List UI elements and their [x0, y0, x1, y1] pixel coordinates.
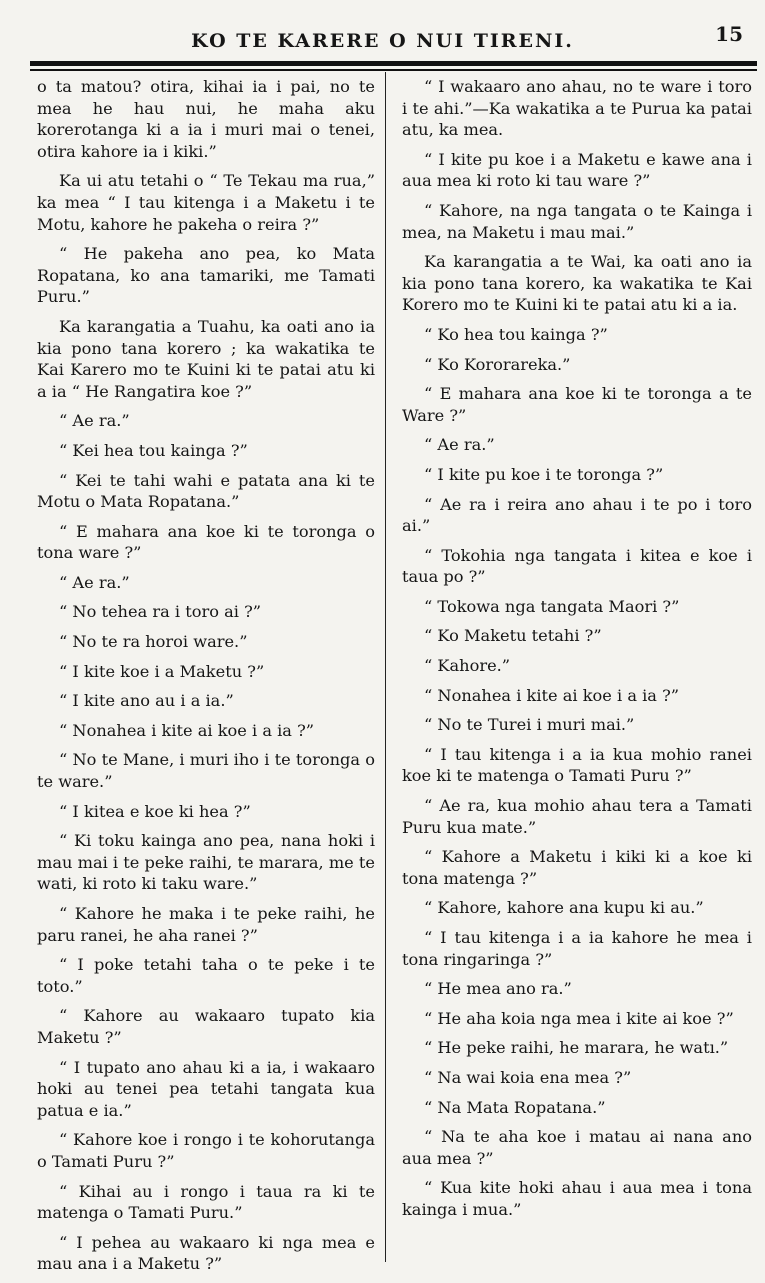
paragraph: “ He mea ano ra.” [424, 979, 572, 999]
paragraph: “ Kihai au i rongo i taua ra ki te matenga o Tamati Puru.” [37, 1181, 375, 1223]
paragraph: “ Kahore a Maketu i kiki ki a koe ki tona matenga ?” [402, 847, 752, 888]
page-header [0, 22, 765, 58]
paragraph: “ Kei hea tou kainga ?” [59, 440, 248, 460]
paragraph: “ I kite ano au i a ia.” [59, 691, 234, 711]
paragraph: Ka ui atu tetahi o “ Te Tekau ma rua,” ka mea “ I tau kitenga i a Maketu i te Motu, kahore he pakeha o reira ?” [37, 171, 375, 234]
paragraph: Ka karangatia a Tuahu, ka oati ano ia kia pono tana korero ; ka wakatika te Kai Karero mo te Kuini ki te patai atu ki a ia “ He Rangatira koe ?” [37, 316, 375, 401]
paragraph: “ I tau kitenga i a ia kua mohio ranei koe ki te matenga o Tamati Puru ?” [402, 744, 752, 786]
paragraph: “ Ae ra.” [59, 411, 130, 431]
paragraph: “ I tupato ano ahau ki a ia, i wakaaro hoki au tenei pea tetahi tangata kua patua e ia.” [37, 1057, 375, 1120]
paragraph: “ He aha koia nga mea i kite ai koe ?” [424, 1008, 734, 1028]
paragraph: “ Ae ra i reira ano ahau i te po i toro ai.” [402, 494, 752, 536]
header-rule-thick [30, 61, 757, 66]
paragraph: “ I kite pu koe i a Maketu e kawe ana i aua mea ki roto ki tau ware ?” [402, 149, 752, 191]
paragraph: “ Kua kite hoki ahau i aua mea i tona kainga i mua.” [402, 1178, 752, 1219]
paragraph: Ka karangatia a te Wai, ka oati ano ia kia pono tana korero, ka wakatika te Kai Korero mo te Kuini ki te patai atu ki a ia. [402, 252, 752, 315]
paragraph: “ Na wai koia ena mea ?” [424, 1067, 632, 1087]
paragraph: “ Ko hea tou kainga ?” [424, 324, 608, 344]
paragraph: “ Kahore, na nga tangata o te Kainga i mea, na Maketu i mau mai.” [402, 200, 752, 242]
paragraph: “ No tehea ra i toro ai ?” [59, 602, 262, 622]
paragraph: “ Kahore he maka i te peke raihi, he paru ranei, he aha ranei ?” [37, 904, 375, 945]
paragraph: “ Ae ra.” [424, 435, 495, 455]
paragraph: “ Kei te tahi wahi e patata ana ki te Motu o Mata Ropatana.” [37, 470, 375, 512]
column-divider [385, 72, 386, 1262]
paragraph: “ Kahore au wakaaro tupato kia Maketu ?” [37, 1006, 375, 1047]
paragraph: “ I poke tetahi taha o te peke i te toto.” [37, 955, 375, 996]
paragraph: “ I tau kitenga i a ia kahore he mea i tona ringaringa ?” [402, 928, 752, 969]
paragraph: “ I kitea e koe ki hea ?” [59, 801, 251, 821]
paragraph: “ No te Mane, i muri iho i te toronga o te ware.” [37, 750, 375, 792]
paragraph: “ E mahara ana koe ki te toronga a te Ware ?” [402, 384, 752, 425]
paragraph: “ Nonahea i kite ai koe i a ia ?” [59, 720, 315, 740]
paragraph: “ He peke raihi, he marara, he watı.” [424, 1038, 729, 1058]
paragraph: “ Kahore, kahore ana kupu ki au.” [424, 898, 704, 918]
left-column [37, 76, 375, 1283]
paragraph: “ I pehea au wakaaro ki nga mea e mau ana i a Maketu ?” [37, 1232, 375, 1274]
paragraph: “ Ae ra, kua mohio ahau tera a Tamati Puru kua mate.” [402, 796, 752, 837]
paragraph: “ Ae ra.” [59, 572, 130, 592]
paragraph: “ I wakaaro ano ahau, no te ware i toro i te ahi.”—Ka wakatika a te Purua ka patai atu, ka mea. [402, 77, 752, 140]
page-number: 15 [715, 22, 743, 46]
paragraph: “ Ki toku kainga ano pea, nana hoki i mau mai i te peke raihi, te marara, me te wati, ki roto ki taku ware.” [37, 831, 375, 894]
masthead-title: KO TE KARERE O NUI TIRENI. [191, 30, 574, 52]
paragraph: “ Nonahea i kite ai koe i a ia ?” [424, 685, 680, 705]
paragraph: “ No te Turei i muri mai.” [424, 715, 635, 735]
right-column [402, 76, 752, 1229]
paragraph: “ Tokowa nga tangata Maori ?” [424, 596, 680, 616]
paragraph: “ I kite pu koe i te toronga ?” [424, 464, 664, 484]
paragraph: “ Kahore.” [424, 656, 511, 676]
paragraph: “ Ko Maketu tetahi ?” [424, 626, 602, 646]
header-rule-thin [30, 69, 757, 71]
paragraph: “ He pakeha ano pea, ko Mata Ropatana, ko ana tamariki, me Tamati Puru.” [37, 244, 375, 307]
paragraph: “ Na Mata Ropatana.” [424, 1097, 606, 1117]
paragraph: “ No te ra horoi ware.” [59, 632, 248, 652]
paragraph: “ Ko Kororareka.” [424, 354, 571, 374]
paragraph: “ I kite koe i a Maketu ?” [59, 661, 265, 681]
paragraph: “ Kahore koe i rongo i te kohorutanga o Tamati Puru ?” [37, 1130, 375, 1171]
paragraph: o ta matou? otira, kihai ia i pai, no te mea he hau nui, he maha aku korerotanga ki a ia i muri mai o tenei, otira kahore ia i kiki.” [37, 77, 375, 161]
paragraph: “ Na te aha koe i matau ai nana ano aua mea ?” [402, 1127, 752, 1168]
paragraph: “ Tokohia nga tangata i kitea e koe i taua po ?” [402, 545, 752, 587]
paragraph: “ E mahara ana koe ki te toronga o tona ware ?” [37, 521, 375, 563]
